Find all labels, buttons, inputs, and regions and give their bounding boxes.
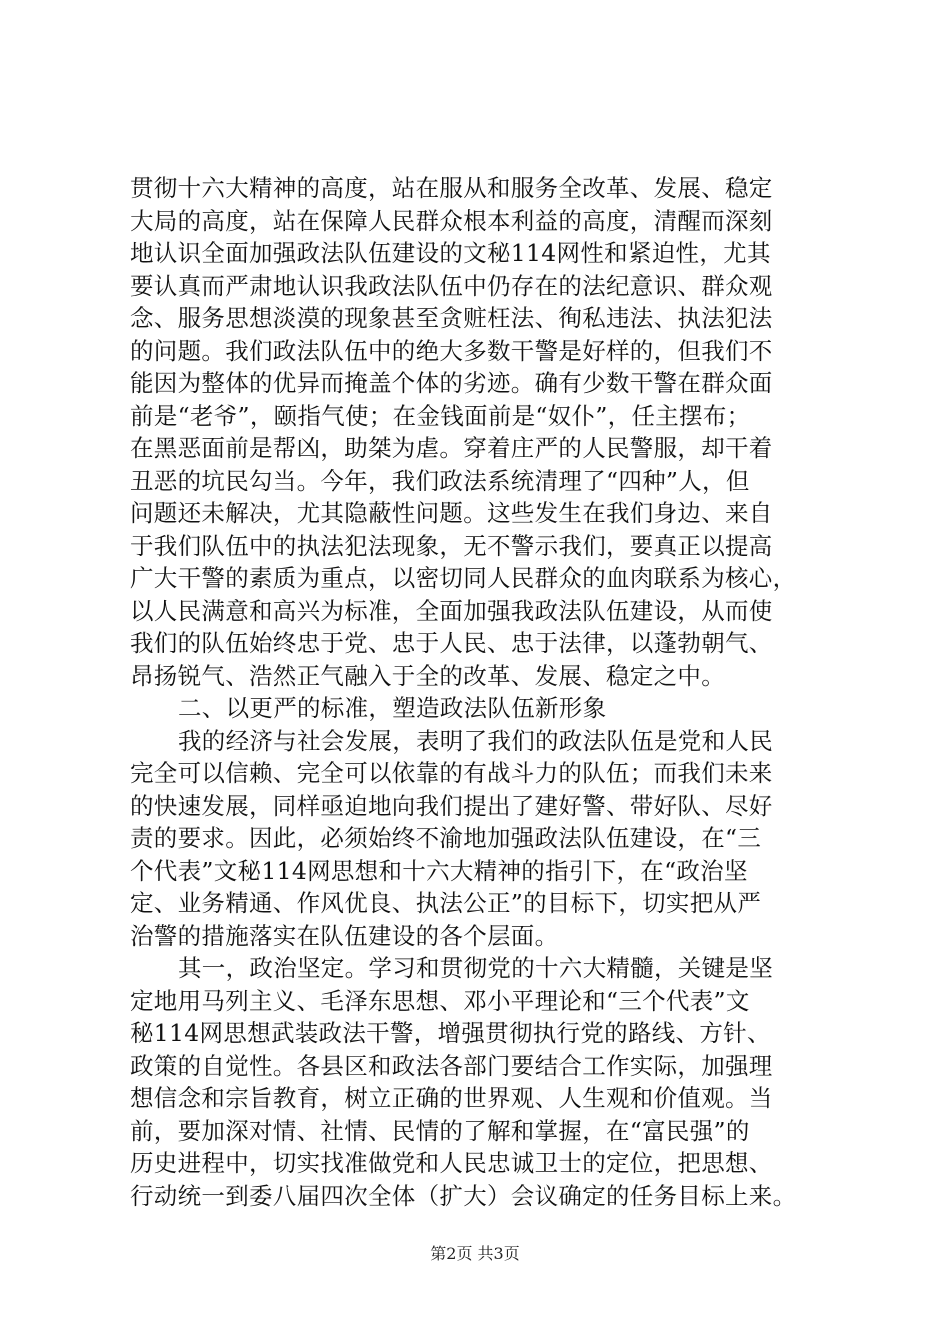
- text-line: 我的经济与社会发展，表明了我们的政法队伍是党和人民: [178, 726, 773, 755]
- text-line: 想信念和宗旨教育，树立正确的世界观、人生观和价值观。当: [130, 1084, 773, 1112]
- text-line: 贯彻十六大精神的高度，站在服从和服务全改革、发展、稳定: [130, 174, 773, 202]
- text-line: 秘114网思想武装政法干警，增强贯彻执行党的路线、方针、: [130, 1019, 771, 1047]
- text-line: 能因为整体的优异而掩盖个体的劣迹。确有少数干警在群众面: [130, 369, 773, 397]
- text-line: 的快速发展，同样亟迫地向我们提出了建好警、带好队、尽好: [130, 791, 773, 820]
- page-footer: [0, 1244, 950, 1264]
- text-line: 责的要求。因此，必须始终不渝地加强政法队伍建设，在“三: [130, 824, 762, 852]
- text-line: 定、业务精通、作风优良、执法公正”的目标下，切实把从严: [130, 889, 762, 917]
- text-line: 个代表”文秘114网思想和十六大精神的指引下，在“政治坚: [130, 856, 748, 885]
- text-line: 行动统一到委八届四次全体（扩大）会议确定的任务目标上来。: [130, 1181, 797, 1210]
- text-line: 完全可以信赖、完全可以依靠的有战斗力的队伍；而我们未来: [130, 759, 773, 787]
- text-line: 历史进程中，切实找准做党和人民忠诚卫士的定位，把思想、: [130, 1149, 773, 1177]
- text-line: 前，要加深对情、社情、民情的了解和掌握，在“富民强”的: [130, 1116, 750, 1145]
- text-line: 于我们队伍中的执法犯法现象，无不警示我们，要真正以提高: [130, 531, 773, 560]
- text-line: 政策的自觉性。各县区和政法各部门要结合工作实际，加强理: [130, 1051, 773, 1080]
- document-body: [130, 172, 820, 1212]
- text-line: 治警的措施落实在队伍建设的各个层面。: [130, 921, 559, 950]
- text-line: 地认识全面加强政法队伍建设的文秘114网性和紧迫性，尤其: [130, 239, 771, 267]
- text-line: 问题还未解决，尤其隐蔽性问题。这些发生在我们身边、来自: [130, 499, 773, 527]
- text-line: 前是“老爷”，颐指气使；在金钱面前是“奴仆”，任主摆布；: [130, 401, 751, 430]
- text-line: 以人民满意和高兴为标准，全面加强我政法队伍建设，从而使: [130, 596, 773, 625]
- page-number: 第2页 共3页: [430, 1244, 520, 1263]
- text-line: 丑恶的坑民勾当。今年，我们政法系统清理了“四种”人，但: [130, 466, 750, 495]
- text-line: 我们的队伍始终忠于党、忠于人民、忠于法律，以蓬勃朝气、: [130, 629, 773, 657]
- text-line: 在黑恶面前是帮凶，助桀为虐。穿着庄严的人民警服，却干着: [130, 434, 773, 462]
- text-line: 念、服务思想淡漠的现象甚至贪赃枉法、徇私违法、执法犯法: [130, 304, 773, 332]
- text-line: 其一，政治坚定。学习和贯彻党的十六大精髓，关键是坚: [178, 954, 773, 982]
- text-line: 大局的高度，站在保障人民群众根本利益的高度，清醒而深刻: [130, 206, 773, 235]
- text-line: 定地用马列主义、毛泽东思想、邓小平理论和“三个代表”文: [130, 986, 750, 1015]
- text-line: 昂扬锐气、浩然正气融入于全的改革、发展、稳定之中。: [130, 661, 725, 690]
- section-heading: 二、以更严的标准，塑造政法队伍新形象: [178, 694, 607, 722]
- text-line: 广大干警的素质为重点，以密切同人民群众的血肉联系为核心，: [130, 564, 797, 592]
- text-line: 要认真而严肃地认识我政法队伍中仍存在的法纪意识、群众观: [130, 271, 773, 300]
- text-line: 的问题。我们政法队伍中的绝大多数干警是好样的，但我们不: [130, 336, 773, 365]
